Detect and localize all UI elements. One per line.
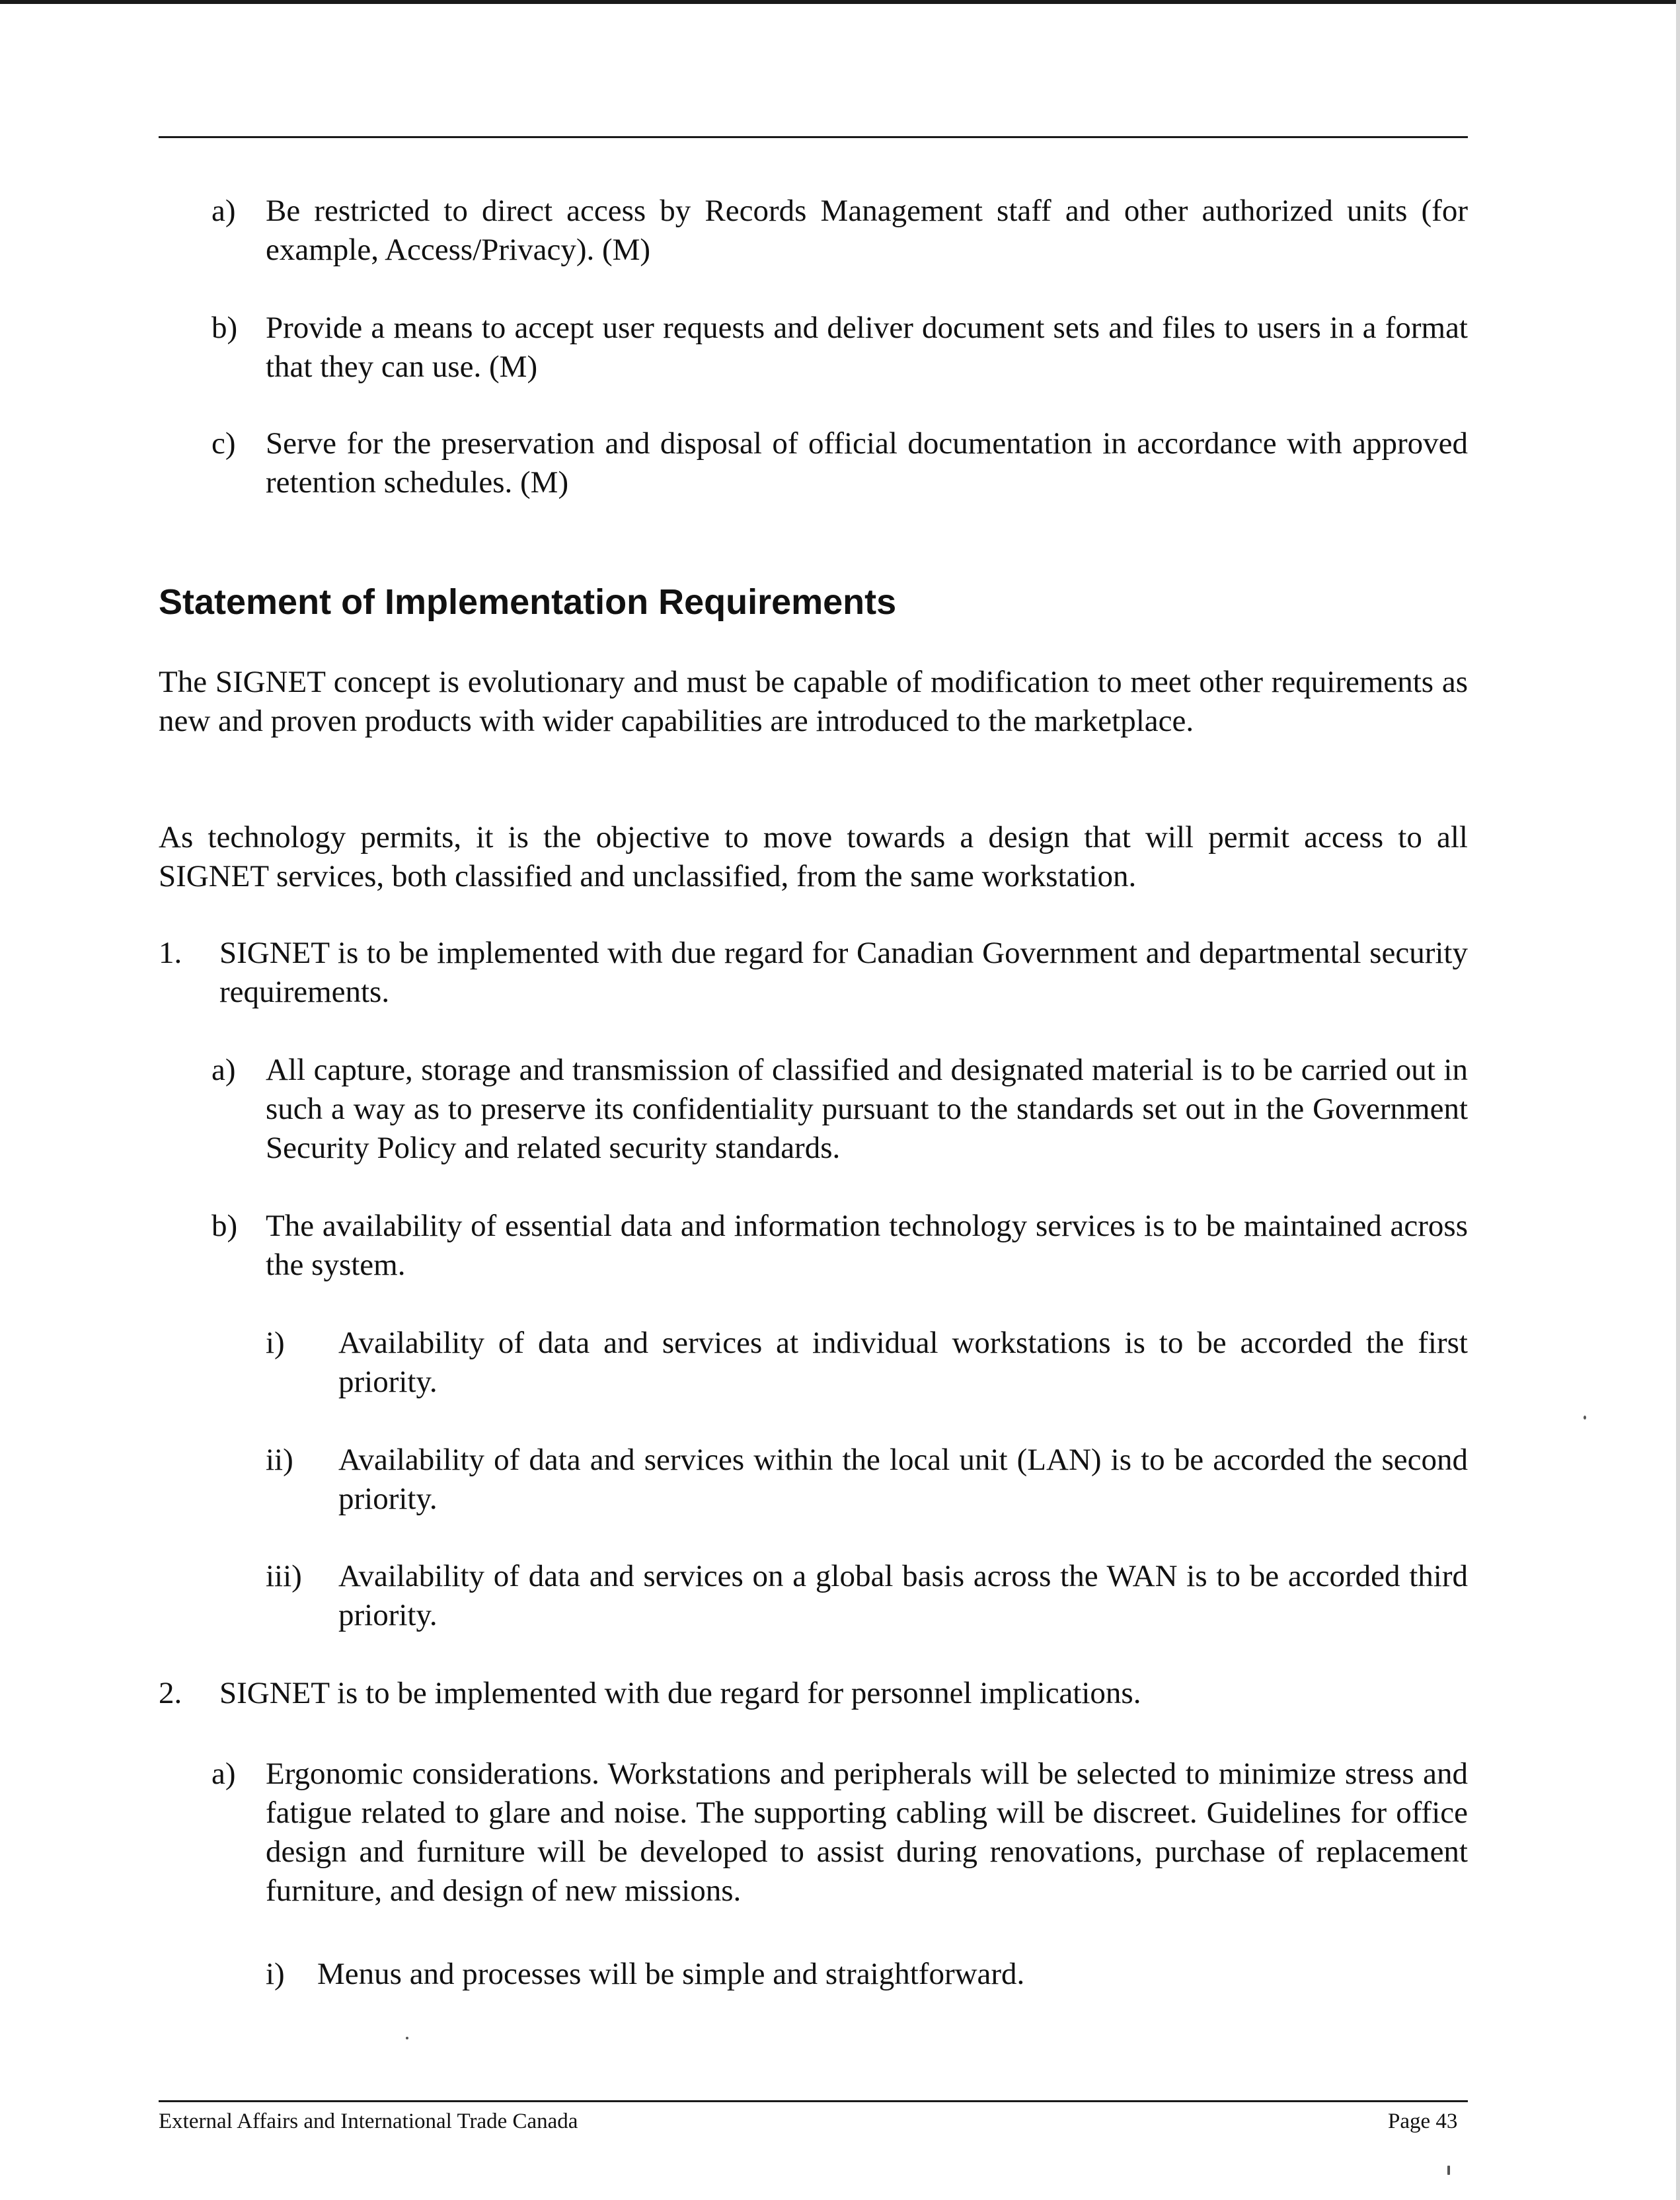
scan-speck <box>1447 2166 1450 2175</box>
list-marker: a) <box>211 1053 236 1087</box>
list-marker: a) <box>211 194 236 228</box>
list-item-text: SIGNET is to be implemented with due regard for Canadian Government and departmental security requirements. <box>219 936 1468 1009</box>
paragraph: The SIGNET concept is evolutionary and must be capable of modification to meet other requirements as new and proven products with wider capabilities are introduced to the marketplace. <box>159 665 1468 738</box>
scan-edge-right <box>1676 0 1680 2200</box>
scan-speck <box>1584 1416 1586 1420</box>
paragraph: As technology permits, it is the objective to move towards a design that will permit access to all SIGNET services, both classified and unclassified, from the same workstation. <box>159 820 1468 893</box>
list-item-text: Availability of data and services on a global basis across the WAN is to be accorded third priority. <box>338 1559 1468 1632</box>
list-item-text: Serve for the preservation and disposal of official documentation in accordance with approved retention schedules. (M) <box>266 426 1468 500</box>
list-marker: b) <box>211 311 238 345</box>
list-item-text: SIGNET is to be implemented with due regard for personnel implications. <box>219 1676 1141 1710</box>
list-marker: 2. <box>159 1676 182 1710</box>
list-item-text: Menus and processes will be simple and straightforward. <box>317 1957 1025 1991</box>
list-item-text: The availability of essential data and information technology services is to be maintained across the system. <box>266 1209 1468 1282</box>
footer-organization: External Affairs and International Trade Canada <box>159 2109 578 2133</box>
list-item-text: Availability of data and services at individual workstations is to be accorded the first priority. <box>338 1326 1468 1399</box>
list-marker: ii) <box>266 1443 293 1477</box>
scan-edge-top <box>0 0 1680 4</box>
list-marker: c) <box>211 426 236 461</box>
scan-speck <box>406 2037 408 2039</box>
list-item-text: Ergonomic considerations. Workstations and peripherals will be selected to minimize stress and fatigue related to glare and noise. The supporting cabling will be discreet. Guidelines for office design and furniture will be developed to assist during renovations, purchase of replacement furniture, and design of new missions. <box>266 1757 1468 1908</box>
section-heading: Statement of Implementation Requirements <box>159 582 897 622</box>
list-marker: i) <box>266 1326 285 1360</box>
list-marker: iii) <box>266 1559 302 1593</box>
list-item-text: Provide a means to accept user requests and deliver document sets and files to users in a format that they can use. (M) <box>266 311 1468 384</box>
header-rule <box>159 136 1468 138</box>
list-marker: b) <box>211 1209 238 1243</box>
list-item-text: Be restricted to direct access by Records Management staff and other authorized units (for example, Access/Privacy). (M) <box>266 194 1468 267</box>
list-item-text: Availability of data and services within the local unit (LAN) is to be accorded the second priority. <box>338 1443 1468 1516</box>
list-marker: a) <box>211 1757 236 1791</box>
list-marker: i) <box>266 1957 285 1991</box>
list-item-text: All capture, storage and transmission of classified and designated material is to be carried out in such a way as to preserve its confidentiality pursuant to the standards set out in the Government Security Policy and related security standards. <box>266 1053 1468 1165</box>
page-number: Page 43 <box>1388 2109 1458 2133</box>
list-marker: 1. <box>159 936 182 970</box>
footer-rule <box>159 2100 1468 2102</box>
